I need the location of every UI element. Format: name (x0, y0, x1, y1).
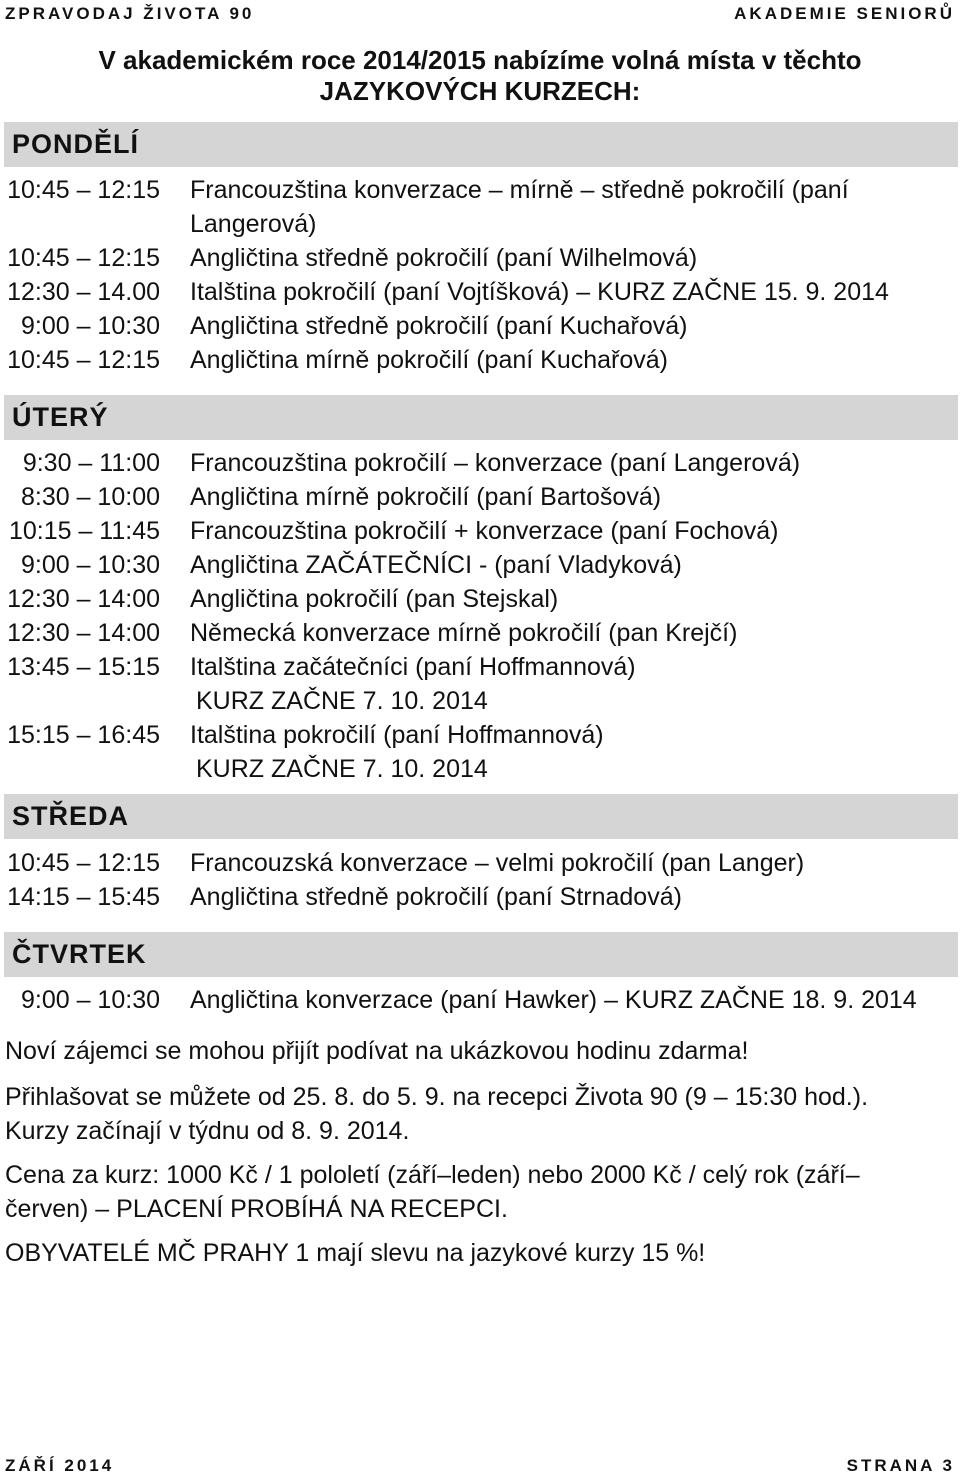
course-name: Angličtina středně pokročilí (paní Kuchařová) (190, 312, 688, 340)
note-registration-line-2: Kurzy začínají v týdnu od 8. 9. 2014. (5, 1117, 410, 1145)
footer-date: ZÁŘÍ 2014 (5, 1456, 115, 1475)
page-header (5, 4, 955, 24)
day-heading-monday: PONDĚLÍ (4, 122, 958, 167)
course-name: Francouzská konverzace – velmi pokročilí (pan Langer) (190, 849, 805, 877)
note-trial-lesson: Noví zájemci se mohou přijít podívat na ukázkovou hodinu zdarma! (5, 1037, 749, 1065)
course-name: Francouzština konverzace – mírně – středně pokročilí (paní (190, 176, 849, 204)
course-name: Angličtina mírně pokročilí (paní Kuchařová) (190, 346, 669, 374)
note-discount: OBYVATELÉ MČ PRAHY 1 mají slevu na jazykové kurzy 15 %! (5, 1239, 706, 1267)
page-title (0, 45, 960, 107)
note-price (5, 1158, 956, 1226)
time-slot: 10:15 – 11:45 (8, 517, 160, 545)
header-section: AKADEMIE SENIORŮ (734, 4, 955, 23)
course-name: Angličtina ZAČÁTEČNÍCI - (paní Vladyková) (190, 551, 682, 579)
time-slot: 12:30 – 14:00 (7, 619, 160, 647)
course-start-note: KURZ ZAČNE 7. 10. 2014 (196, 687, 488, 715)
course-name: Německá konverzace mírně pokročilí (pan Krejčí) (190, 619, 738, 647)
course-name: Italština pokročilí (paní Hoffmannová) (190, 721, 604, 749)
course-name: Italština pokročilí (paní Vojtíšková) – KURZ ZAČNE 15. 9. 2014 (190, 278, 889, 306)
title-line-1: V akademickém roce 2014/2015 nabízíme volná místa v těchto (98, 45, 862, 75)
course-name: Francouzština pokročilí – konverzace (paní Langerová) (190, 449, 801, 477)
course-name: Angličtina středně pokročilí (paní Strnadová) (190, 883, 682, 911)
course-name: Angličtina mírně pokročilí (paní Bartošová) (190, 483, 662, 511)
time-slot: 10:45 – 12:15 (7, 346, 160, 374)
time-slot: 9:00 – 10:30 (20, 986, 160, 1014)
course-name: Francouzština pokročilí + konverzace (paní Fochová) (190, 517, 779, 545)
note-price-line-1: Cena za kurz: 1000 Kč / 1 pololetí (září–leden) nebo 2000 Kč / celý rok (září– (5, 1161, 860, 1189)
course-start-note: KURZ ZAČNE 7. 10. 2014 (196, 755, 488, 783)
course-name: Angličtina konverzace (paní Hawker) – KURZ ZAČNE 18. 9. 2014 (190, 986, 917, 1014)
note-registration (5, 1080, 956, 1148)
page-footer (5, 1456, 955, 1476)
day-heading-tuesday: ÚTERÝ (4, 395, 958, 440)
course-name: Angličtina středně pokročilí (paní Wilhelmová) (190, 244, 698, 272)
day-heading-thursday: ČTVRTEK (4, 932, 958, 977)
time-slot: 14:15 – 15:45 (7, 883, 160, 911)
course-name: Angličtina pokročilí (pan Stejskal) (190, 585, 559, 613)
time-slot: 8:30 – 10:00 (20, 483, 160, 511)
course-name: Italština začátečníci (paní Hoffmannová) (190, 653, 636, 681)
course-name-continuation: Langerová) (190, 210, 317, 238)
time-slot: 12:30 – 14.00 (7, 278, 160, 306)
time-slot: 9:30 – 11:00 (22, 449, 160, 477)
time-slot: 9:00 – 10:30 (20, 551, 160, 579)
time-slot: 13:45 – 15:15 (7, 653, 160, 681)
time-slot: 12:30 – 14:00 (7, 585, 160, 613)
time-slot: 10:45 – 12:15 (7, 176, 160, 204)
time-slot: 9:00 – 10:30 (20, 312, 160, 340)
title-line-2: JAZYKOVÝCH KURZECH: (319, 76, 641, 106)
note-registration-line-1: Přihlašovat se můžete od 25. 8. do 5. 9. na recepci Života 90 (9 – 15:30 hod.). (5, 1083, 869, 1111)
time-slot: 10:45 – 12:15 (7, 849, 160, 877)
header-publication: ZPRAVODAJ ŽIVOTA 90 (5, 4, 255, 23)
footer-page-number: STRANA 3 (846, 1456, 955, 1475)
time-slot: 15:15 – 16:45 (7, 721, 160, 749)
time-slot: 10:45 – 12:15 (7, 244, 160, 272)
day-heading-wednesday: STŘEDA (4, 794, 958, 839)
note-price-line-2: červen) – PLACENÍ PROBÍHÁ NA RECEPCI. (5, 1195, 508, 1223)
